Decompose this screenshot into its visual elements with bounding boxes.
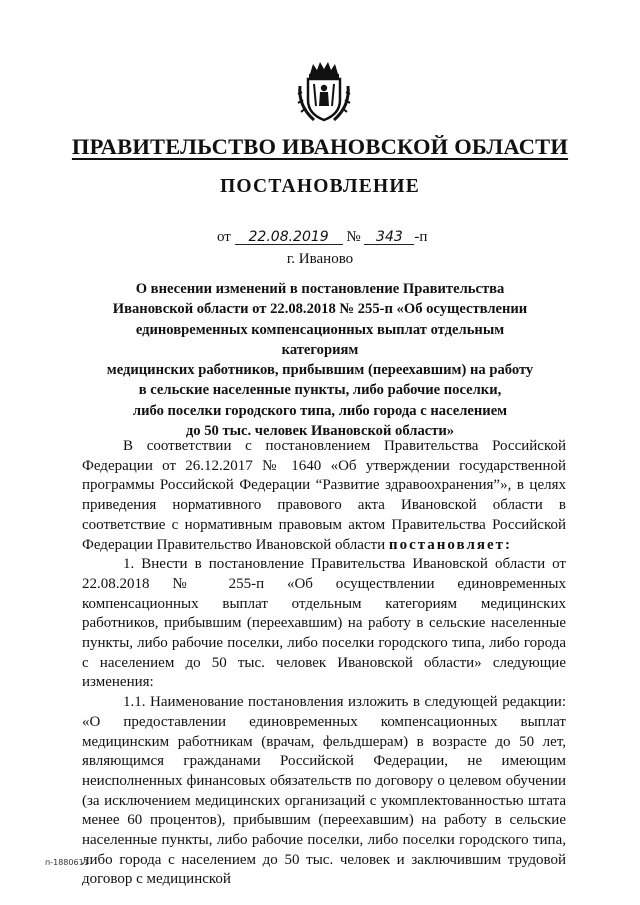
document-body <box>82 437 566 890</box>
subject-line: либо поселки городского типа, либо города с населением <box>132 402 508 419</box>
subject-line: медицинских работников, прибывшим (переехавшим) на работу <box>106 362 534 379</box>
handwritten-date: 22.08.2019 <box>235 230 343 245</box>
preamble-text: В соответствии с постановлением Правительства Российской Федерации от 26.12.2017 № 1640 «Об утверждении государственной программы Российской Федерации “Развитие здравоохранения”», в целях приведения нормативного правового акта Ивановской области в соответствие с нормативным правовым актом Правительства Российской Федерации Правительство Ивановской области <box>82 438 566 553</box>
document-code: п-1880611 <box>45 858 89 867</box>
date-number-line <box>217 229 427 246</box>
paragraph-item-1: 1. Внести в постановление Правительства Ивановской области от 22.08.2018 № 255-п «Об осуществлении единовременных компенсационных выплат отдельным категориям медицинских работников, прибывшим (переехавшим) на работу в сельские населенные пункты, либо рабочие поселки, либо поселки городского типа, либо города с населением до 50 тыс. человек Ивановской области» следующие изменения: <box>82 556 566 691</box>
document-type: ПОСТАНОВЛЕНИЕ <box>220 176 420 197</box>
resolves-keyword: постановляет: <box>388 536 512 553</box>
subject-line: до 50 тыс. человек Ивановской области» <box>185 423 455 440</box>
number-sign: № <box>346 229 361 245</box>
ivanovo-coat-of-arms-icon <box>296 60 352 124</box>
paragraph-item-1-1: 1.1. Наименование постановления изложить в следующей редакции: «О предоставлении единовременных компенсационных выплат медицинским работникам (врачам, фельдшерам) в возрасте до 50 лет, являющимся гражданами Российской Федерации, не имеющим неисполненных финансовых обязательств по договору о целевом обучении (за исключением медицинских организаций с укомплектованностью штата менее 60 процентов), прибывшим (переехавшим) на работу в сельские населенные пункты, либо рабочие поселки, либо поселки городского типа, либо города с населением до 50 тыс. человек и заключившим трудовой договор с медицинской <box>82 694 566 888</box>
date-prefix: от <box>217 229 231 245</box>
number-suffix: -п <box>414 229 428 245</box>
subject-line: Ивановской области от 22.08.2018 № 255-п «Об осуществлении <box>112 301 528 318</box>
government-title: ПРАВИТЕЛЬСТВО ИВАНОВСКОЙ ОБЛАСТИ <box>71 134 569 159</box>
paragraph-preamble <box>82 437 566 555</box>
subject-heading <box>100 279 540 441</box>
subject-line: в сельские населенные пункты, либо рабочие поселки, <box>138 382 502 399</box>
subject-line: единовременных компенсационных выплат отдельным категориям <box>135 321 505 358</box>
handwritten-number: 343 <box>364 230 414 245</box>
city-name: г. Иваново <box>286 251 354 267</box>
subject-line: О внесении изменений в постановление Правительства <box>135 281 505 297</box>
